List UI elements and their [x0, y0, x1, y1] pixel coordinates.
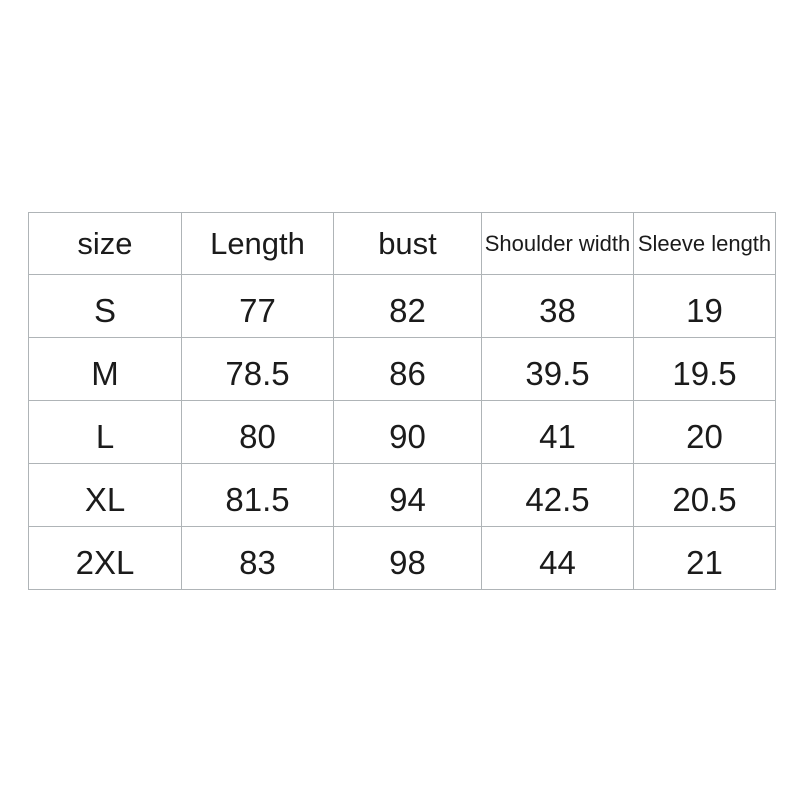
measurement-cell: 20.5 [634, 464, 776, 527]
measurement-cell: 94 [334, 464, 482, 527]
measurement-cell: 77 [182, 275, 334, 338]
column-header-length: Length [182, 213, 334, 275]
measurement-cell: 42.5 [482, 464, 634, 527]
column-header-shoulder-width: Shoulder width [482, 213, 634, 275]
measurement-cell: 78.5 [182, 338, 334, 401]
column-header-size: size [29, 213, 182, 275]
size-label-cell: M [29, 338, 182, 401]
measurement-cell: 90 [334, 401, 482, 464]
measurement-cell: 21 [634, 527, 776, 590]
measurement-cell: 39.5 [482, 338, 634, 401]
measurement-cell: 80 [182, 401, 334, 464]
table-row [29, 464, 776, 527]
measurement-cell: 19 [634, 275, 776, 338]
measurement-cell: 82 [334, 275, 482, 338]
column-header-sleeve-length: Sleeve length [634, 213, 776, 275]
measurement-cell: 20 [634, 401, 776, 464]
measurement-cell: 38 [482, 275, 634, 338]
table-row [29, 338, 776, 401]
size-label-cell: 2XL [29, 527, 182, 590]
measurement-cell: 98 [334, 527, 482, 590]
size-table-body [29, 275, 776, 590]
measurement-cell: 41 [482, 401, 634, 464]
measurement-cell: 81.5 [182, 464, 334, 527]
column-header-bust: bust [334, 213, 482, 275]
table-row [29, 527, 776, 590]
header-row [29, 213, 776, 275]
size-chart-header [29, 213, 776, 275]
measurement-cell: 19.5 [634, 338, 776, 401]
size-label-cell: L [29, 401, 182, 464]
measurement-cell: 86 [334, 338, 482, 401]
size-chart-table [28, 212, 776, 590]
measurement-cell: 44 [482, 527, 634, 590]
size-label-cell: S [29, 275, 182, 338]
size-label-cell: XL [29, 464, 182, 527]
table-row [29, 401, 776, 464]
table-row [29, 275, 776, 338]
measurement-cell: 83 [182, 527, 334, 590]
